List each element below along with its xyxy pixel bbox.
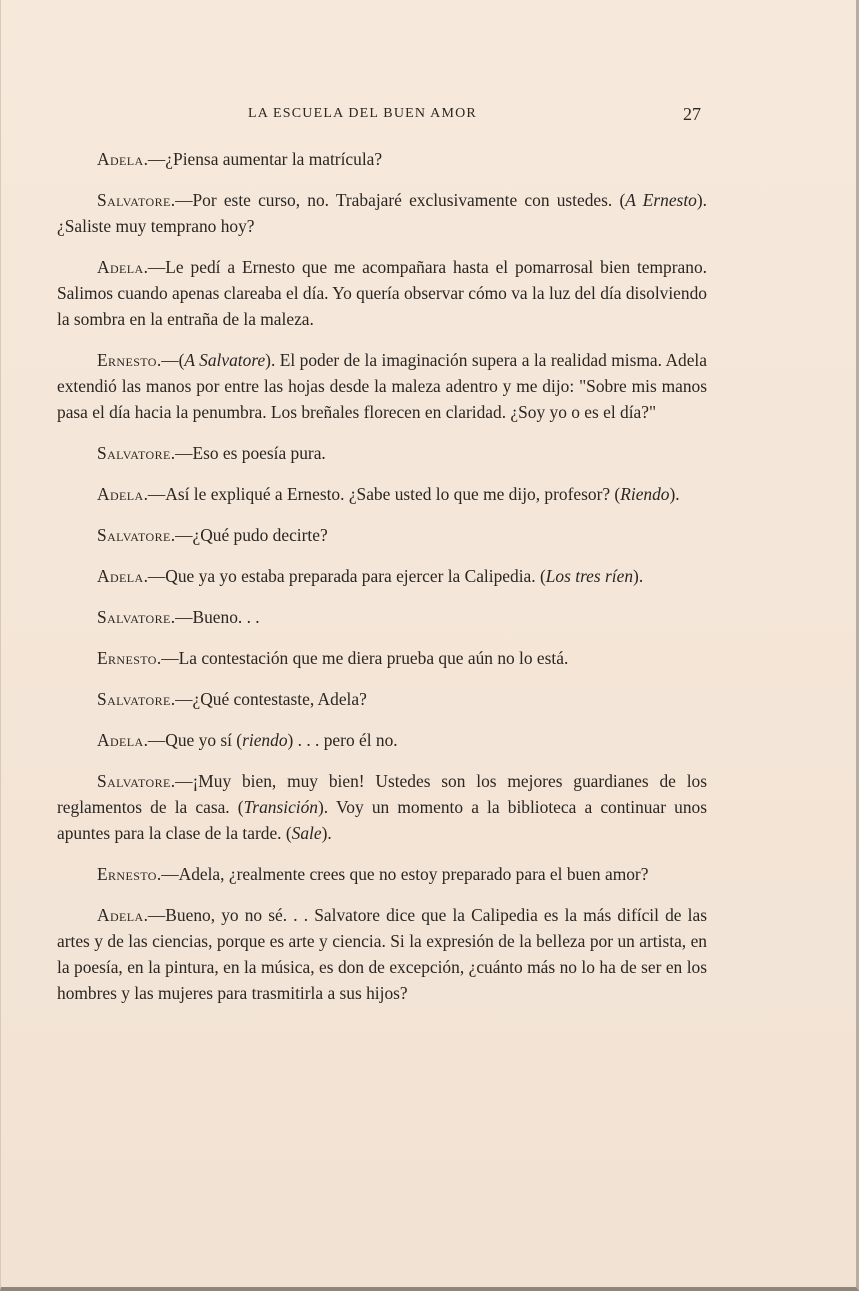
dialogue-text: .—Por este curso, no. Trabajaré exclusivamente con ustedes. ( — [170, 190, 626, 210]
speaker-name: Ernesto — [97, 864, 157, 884]
dialogue-paragraph — [57, 604, 707, 630]
dialogue-paragraph — [57, 187, 707, 239]
dialogue-text: ). ¿Saliste muy temprano hoy? — [57, 190, 707, 236]
dialogue-text: .—¿Qué pudo decirte? — [170, 525, 328, 545]
speaker-name: Salvatore — [97, 443, 171, 463]
speaker-name: Salvatore — [97, 190, 171, 210]
dialogue-text: ). — [321, 823, 332, 843]
dialogue-text: ) . . . pero él no. — [287, 730, 398, 750]
speaker-name: Salvatore — [97, 771, 171, 791]
dialogue-text: .—¡Muy bien, muy bien! Ustedes son los mejores guardianes de los reglamentos de la casa. ( — [57, 771, 707, 817]
dialogue-text: .—Le pedí a Ernesto que me acompañara hasta el pomarrosal bien temprano. Salimos cuando apenas clareaba el día. Yo quería observar cómo va la luz del día disolviendo la sombra en la entraña de la maleza. — [57, 257, 707, 329]
speaker-name: Salvatore — [97, 689, 171, 709]
speaker-name: Adela — [97, 730, 144, 750]
dialogue-text: ). — [669, 484, 680, 504]
dialogue-text: .—Adela, ¿realmente crees que no estoy preparado para el buen amor? — [156, 864, 649, 884]
dialogue-text: .—Bueno, yo no sé. . . Salvatore dice que la Calipedia es la más difícil de las artes y de las ciencias, porque es arte y ciencia. Si la expresión de la belleza por un artista, en la poesía, en la pintura, en la música, es don de excepción, ¿cuánto más no lo ha de ser en los hombres y las mujeres para trasmitirla a sus hijos? — [57, 905, 707, 1003]
dialogue-paragraph — [57, 727, 707, 753]
dialogue-paragraph — [57, 645, 707, 671]
dialogue-paragraph — [57, 347, 707, 425]
stage-direction: A Ernesto — [625, 190, 697, 210]
speaker-name: Adela — [97, 257, 144, 277]
dialogue-paragraph — [57, 254, 707, 332]
page-header — [1, 104, 859, 126]
dialogue-text: .—La contestación que me diera prueba que aún no lo está. — [156, 648, 569, 668]
speaker-name: Ernesto — [97, 350, 157, 370]
dialogue-text: ). El poder de la imaginación supera a la realidad misma. Adela extendió las manos por entre las hojas desde la maleza adentro y me dijo: "Sobre mis manos pasa el día hacia la penumbra. Los breñales florecen en claridad. ¿Soy yo o es el día?" — [57, 350, 707, 422]
dialogue-text: ). — [633, 566, 644, 586]
dialogue-paragraph — [57, 686, 707, 712]
dialogue-text: .—¿Piensa aumentar la matrícula? — [143, 149, 383, 169]
speaker-name: Salvatore — [97, 525, 171, 545]
dialogue-paragraph — [57, 440, 707, 466]
dialogue-text: .—Que ya yo estaba preparada para ejercer la Calipedia. ( — [143, 566, 546, 586]
speaker-name: Adela — [97, 149, 144, 169]
speaker-name: Adela — [97, 566, 144, 586]
dialogue-text: .—Bueno. . . — [170, 607, 260, 627]
dialogue-paragraph — [57, 522, 707, 548]
dialogue-text: .—Así le expliqué a Ernesto. ¿Sabe usted lo que me dijo, profesor? ( — [143, 484, 621, 504]
dialogue-text: .—¿Qué contestaste, Adela? — [170, 689, 367, 709]
dialogue-text: .—Que yo sí ( — [143, 730, 243, 750]
speaker-name: Ernesto — [97, 648, 157, 668]
dialogue-text: .—Eso es poesía pura. — [170, 443, 326, 463]
speaker-name: Adela — [97, 484, 144, 504]
dialogue-paragraph — [57, 481, 707, 507]
speaker-name: Salvatore — [97, 607, 171, 627]
speaker-name: Adela — [97, 905, 144, 925]
dialogue-text: .—( — [156, 350, 185, 370]
page-body — [57, 146, 707, 1021]
dialogue-paragraph — [57, 563, 707, 589]
stage-direction: Riendo — [620, 484, 670, 504]
page-number: 27 — [683, 104, 701, 124]
dialogue-paragraph — [57, 146, 707, 172]
stage-direction: riendo — [242, 730, 288, 750]
stage-direction: Transición — [243, 797, 319, 817]
dialogue-paragraph — [57, 902, 707, 1006]
dialogue-text: ). Voy un momento a la biblioteca a continuar unos apuntes para la clase de la tarde. ( — [57, 797, 707, 843]
stage-direction: Sale — [291, 823, 322, 843]
dialogue-paragraph — [57, 861, 707, 887]
stage-direction: Los tres ríen — [545, 566, 634, 586]
running-title: LA ESCUELA DEL BUEN AMOR — [248, 106, 477, 121]
dialogue-paragraph — [57, 768, 707, 846]
stage-direction: A Salvatore — [184, 350, 266, 370]
